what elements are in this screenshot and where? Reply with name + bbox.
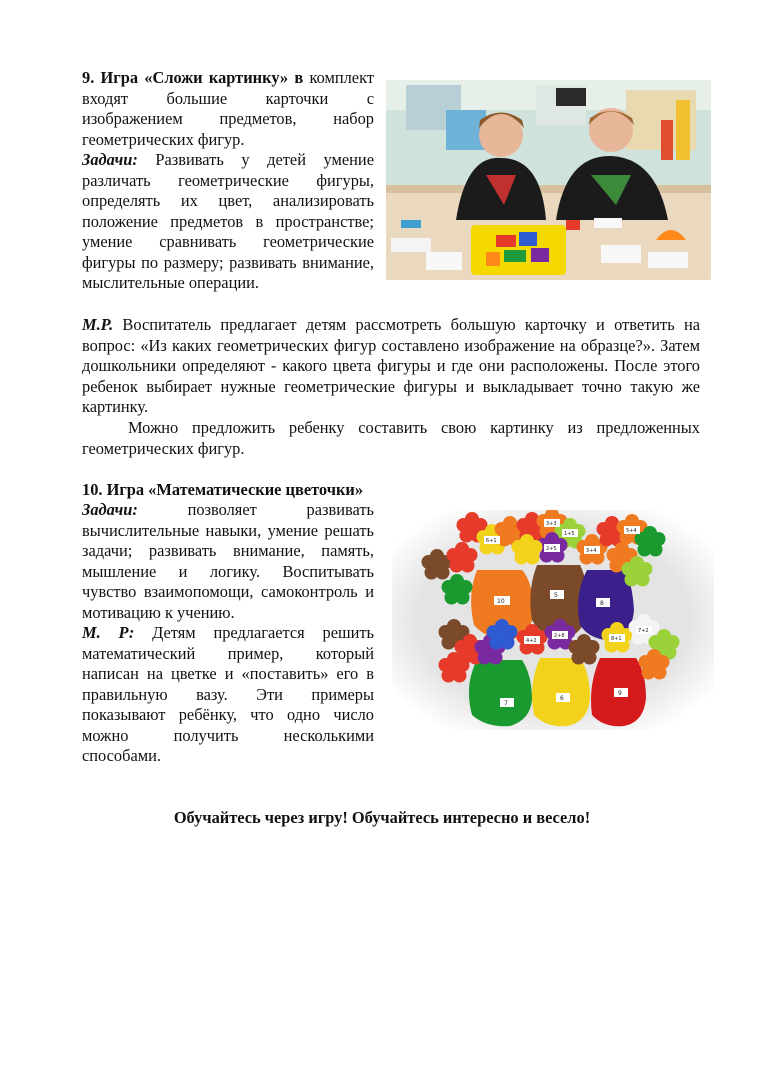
section1-method-text: Воспитатель предлагает детям рассмотреть большую карточку и ответить на вопрос: «Из каких геометрических фигур составлено изображение на образце?». Затем дошкольники определяют - какого цвета фигуры и где они расположены. После этого ребенок выбирает нужные геометрические фигуры и выкладывает точно такую же картинку. (82, 315, 700, 416)
flower-label: 4+2 (526, 638, 537, 644)
section1-method-label: М.Р. (82, 315, 114, 334)
section2-method-label: М. Р: (82, 623, 135, 642)
flower-label: 2+8 (554, 633, 565, 639)
math-flowers-photo (392, 510, 714, 730)
flower-label: 3+4 (586, 548, 597, 554)
section1-extra-text: Можно предложить ребенку составить свою картинку из предложенных геометрических фигур. (82, 418, 700, 458)
section2-tasks-text: позволяет развивать вычислительные навыки, умение решать задачи; развивать внимание, память, мышление и логику. Воспитывать чувство взаимопомощи, самоконтроль и мотивацию к учению. (82, 500, 374, 622)
section1-side-text (82, 68, 374, 294)
section2-title-block (82, 480, 402, 501)
children-puzzle-photo (386, 80, 711, 280)
flower-label: 7+2 (638, 628, 649, 634)
section1-method (82, 315, 700, 418)
vase-label: 5 (554, 592, 558, 599)
section1-extra (82, 418, 700, 459)
section1-tasks-label: Задачи: (82, 150, 138, 169)
vase-label: 6 (560, 695, 564, 702)
flower-label: 1+5 (564, 531, 575, 537)
closing-slogan: Обучайтесь через игру! Обучайтесь интересно и весело! (173, 808, 591, 827)
flower-label: 8+1 (611, 636, 622, 642)
section2-side-text (82, 500, 374, 767)
vase-label: 10 (497, 598, 505, 605)
section2-tasks-label: Задачи: (82, 500, 138, 519)
section1-title: 9. Игра «Сложи картинку» в (82, 68, 304, 87)
vase-label: 9 (618, 690, 622, 697)
section1-intro: комплект входят большие карточки с изображением предметов, набор геометрических фигур. (82, 68, 374, 149)
flower-label: 2+5 (546, 546, 557, 552)
flower-label: 5+4 (626, 528, 637, 534)
flower-label: 6+1 (486, 538, 497, 544)
vase-label: 8 (600, 600, 604, 607)
vase-label: 7 (504, 700, 508, 707)
section2-title: 10. Игра «Математические цветочки» (82, 480, 364, 499)
section1-tasks-text: Развивать у детей умение различать геометрические фигуры, определять их цвет, анализировать положение предметов в пространстве; умение сравнивать геометрические фигуры по размеру; развивать внимание, мыслительные операции. (82, 150, 374, 292)
section2-method-text: Детям предлагается решить математический пример, который написан на цветке и «поставить» его в правильную вазу. Эти примеры показывают ребёнку, что одно число можно получить несколькими способами. (82, 623, 374, 765)
flower-label: 3+3 (546, 521, 557, 527)
